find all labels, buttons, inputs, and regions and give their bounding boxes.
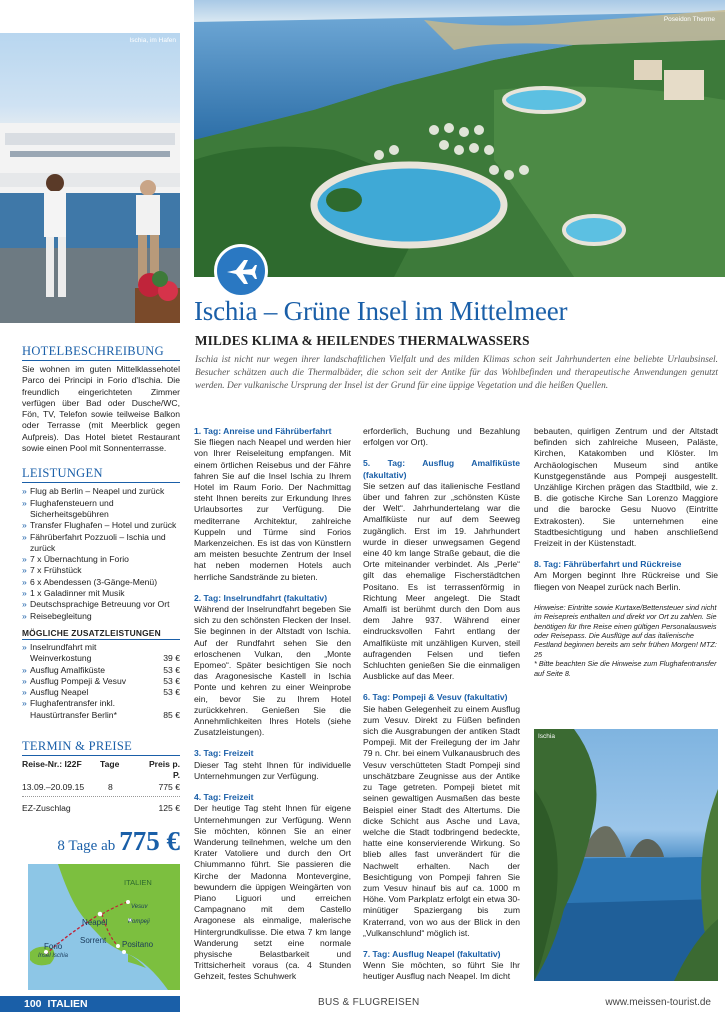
list-item: » Transfer Flughafen – Hotel und zurück: [22, 520, 180, 531]
leistungen-list: [22, 486, 180, 622]
day-text: Am Morgen beginnt Ihre Rückreise und Sie fliegen von Neapel zurück nach Berlin.: [534, 570, 718, 592]
map-label-positano: Positano: [122, 940, 154, 949]
page-number: 100: [24, 998, 42, 1010]
list-item: » Flughafensteuern und Sicherheitsgebühren: [22, 498, 180, 521]
map-country-label: ITALIEN: [124, 878, 152, 887]
map-label-sorrent: Sorrent: [80, 936, 107, 945]
day-text: erforderlich, Buchung und Bezahlung erfolgen vor Ort).: [363, 426, 520, 448]
list-item: » Ausflug Pompeji & Vesuv 53 €: [22, 676, 180, 687]
list-item: » 1 x Galadinner mit Musik: [22, 588, 180, 599]
offer-price: 8 Tage ab 775 €: [57, 826, 180, 857]
day-heading: 8. Tag: Fährüberfahrt und Rückreise: [534, 559, 682, 570]
map-label-neapel: Neapel: [82, 918, 108, 927]
harbor-photo: [0, 33, 180, 323]
day-heading: 6. Tag: Pompeji & Vesuv (fakultativ): [363, 692, 508, 703]
zusatz-list: [22, 642, 180, 721]
intro-text: Ischia ist nicht nur wegen ihrer landschaftlichen Vielfalt und des milden Klimas schon seit Jahrhunderten eine beliebte Urlaubsinsel. Besucher schätzen auch die Thermalbäder, die schon seit der Antike für das Wohlbefinden und therapeutische Anwendungen genutzt werden. Der vulkanische Ursprung der Insel ist der Grund für eine üppige Vegetation und die heißen Quellen.: [195, 355, 718, 392]
leistungen-heading: LEISTUNGEN: [22, 466, 180, 483]
map-label-vesuv: Vesuv: [131, 904, 148, 910]
coast-caption: Ischia: [538, 733, 555, 740]
map-drawing: [28, 864, 180, 990]
harbor-caption: Ischia, im Hafen: [129, 37, 176, 44]
map-label-pompeji: Pompeji: [128, 919, 150, 925]
list-item: » Flug ab Berlin – Neapel und zurück: [22, 486, 180, 497]
zusatz-heading: MÖGLICHE ZUSATZLEISTUNGEN: [22, 628, 180, 640]
footer-url[interactable]: www.meissen-tourist.de: [605, 997, 711, 1008]
subtitle: MILDES KLIMA & HEILENDES THERMALWASSERS: [195, 333, 530, 348]
day-text: Während der Inselrundfahrt begeben Sie sich zu den schönsten Flecken der Insel. Sie beginnen in der Altstadt von Ischia. Auf der Rundfahrt sehen Sie den erloschenen Vulkan, den „Monte Epomeo“. Später besichtigen Sie noch das Aragonesische Kastell in Ischia Ponte und kehren zu einer Weinprobe ein, bevor Sie zu Ihrem Hotel zurückkehren. Genießen Sie die Annehmlichkeiten Ihres Hotels (siehe Zusatzleistungen).: [194, 604, 351, 738]
day-text: Sie fliegen nach Neapel und werden hier von Ihrer Reiseleitung empfangen. Mit einem örtlichen Reisebus und der Fähre fahren Sie auf die Insel Ischia zu Ihrem Hotel im Raum Forio. Der Nachmittag steht Ihnen bereits zur Erkundung Ihres Urlaubsortes zur Verfügung. Die mediterrane Architektur, zahlreiche Kuppeln und Türme sind Forios Markenzeichen. Es ist das von Künstlern am meisten besuchte Zentrum der Insel hat neben modernen Hotels auch herrliche Sandstrände zu bieten.: [194, 437, 351, 582]
hotel-text: Sie wohnen im guten Mittelklassehotel Parco dei Principi in Forio d'Ischia. Die freundlich eingerichteten Zimmer verfügen über Bad oder Dusche/WC, Fön, TV, Telefon sowie teilweise Balkon oder Terrasse (mit Meerblick gegen Aufpreis). Das Hotel bietet Restaurant sowie einen Pool mit Sonnenterrasse.: [22, 364, 180, 454]
day-text: Sie setzen auf das italienische Festland über und fahren zur „schönsten Küste der Welt“. Jahrhundertelang war die Amalfiküste nur auf dem Seeweg zugänglich. Erst im 19. Jahrhundert wurde in dieser unwegsamen Gegend eine 40 km lange Straße gebaut, die die Orte miteinander verbindet. Als „Perle“ gilt das ehemalige Fischerstädtchen Positano. Es ist terrassenförmig in Richtung Meer angelegt. Die Stadt Amalfi ist berühmt durch den Dom aus dem Jahre 937. Während einer eindrucksvollen Fahrt entlang der Amalfiküste mit unzähligen Kurven, steil aufragenden Felsen und tiefen Schluchten genießen Sie die einmaligen Ausblicke auf das Meer.: [363, 480, 520, 682]
day-text: bebauten, quirligen Zentrum und der Altstadt befinden sich zahlreiche Museen, Paläste, Kirchen, Katakomben und Klöster. Im Archäologischen Museum sind antike Kunstgegenstände aus Pompeji ausgestellt. Unzählige Kirchen prägen das Stadtbild, wie z. B. die gotische Kirche San Lorenzo Maggiore und die barocke Gesu Nuovo (Eintritte Extrakosten). Sie unternehmen eine Stadtbesichtigung und haben anschließend Freizeit in der Küstenstadt.: [534, 426, 718, 549]
day-text: Der heutige Tag steht Ihnen für eigene Unternehmungen zur Verfügung. Wenn Sie möchten, können Sie an einer Wanderung teilnehmen, welche um den Krater Vatoliere und durch den Ort Chiummanno führt. Sie passieren die Kirche der Madonna Montevergine, bewundern die üppigen Weingärten von Piano Liguori und erreichen Campagnano mit dem Castello Aragonese als einmalige, malerische Hintergrundkulisse. Die etwa 7 km lange Wanderung setzt eine normale physische Belastbarkeit und Trittsicherheit voraus (ca. 4 Stunden Gehzeit, festes Schuhwerk: [194, 803, 351, 982]
termin-heading: TERMIN & PREISE: [22, 739, 180, 756]
map-label-insel: Insel Ischia: [38, 953, 69, 959]
day-heading: 7. Tag: Ausflug Neapel (fakultativ): [363, 948, 501, 959]
itinerary-column-3: [534, 426, 718, 678]
sidebar: [22, 344, 180, 857]
day-text: Wenn Sie möchten, so führt Sie Ihr heutiger Ausflug nach Neapel. Im dicht: [363, 960, 520, 982]
day-text: Dieser Tag steht Ihnen für individuelle Unternehmungen zur Verfügung.: [194, 759, 351, 781]
footer-center: BUS & FLUGREISEN: [318, 997, 420, 1008]
day-text: Sie haben Gelegenheit zu einem Ausflug zum Vesuv. Direkt zu Füßen befinden sich die Ausgrabungen der antiken Stadt Pompeji. Mit der Freilegung der im Jahr 79 n. Chr. bei einem Vulkanausbruch des Vesuv verschütteten Stadt Pompeji sind unschätzbare Zeugnisse aus der Antike zu Tage getreten. Pompeji bietet mit seinen gewaltigen Ausmaßen das beste Beispiel einer Stadt des Altertums. Die dicke Schicht aus Asche und Lava, welche die Stadt todbringend bedeckte, hatte eine konservierende Wirkung. So blieb alles fast unverändert für die Nachwelt erhalten. Nach der Besichtigung von Pompeji fahren Sie zum Vesuv hinauf bis auf ca. 1000 m Höhe. Vom Parkplatz erfolgt ein etwa 30-minütiger Spaziergang bis zum Kraterrand, von wo aus der Blick in den „Vulkanschlund“ möglich ist.: [363, 703, 520, 938]
footer-section: ITALIEN: [47, 998, 88, 1010]
hint-note: Hinweise: Eintritte sowie Kurtaxe/Bettensteuer sind nicht im Reisepreis enthalten und direkt vor Ort zu zahlen. Sie benötigen für Ihre Reise einen gültigen Personalausweis oder Reisepass. Die Ausflüge auf das italienische Festland beginnen bereits am sehr frühen Morgen! MTZ: 25: [534, 602, 717, 659]
route-map: [28, 864, 180, 990]
map-label-forio: Forio: [44, 942, 63, 951]
itinerary-column-2: [363, 426, 520, 983]
harbor-scene: [0, 33, 180, 323]
day-heading: 2. Tag: Inselrundfahrt (fakultativ): [194, 592, 328, 603]
coast-photo: [534, 729, 718, 981]
day-heading: 3. Tag: Freizeit: [194, 748, 254, 759]
page-title: Ischia – Grüne Insel im Mittelmeer: [194, 296, 568, 326]
list-item: » Deutschsprachige Betreuung vor Ort: [22, 599, 180, 610]
day-heading: 5. Tag: Ausflug Amalfiküste (fakultativ): [363, 458, 520, 480]
day-heading: 1. Tag: Anreise und Fährüberfahrt: [194, 426, 332, 436]
hero-photo: [194, 0, 725, 277]
coast-scene: [534, 729, 718, 981]
itinerary-column-1: [194, 426, 351, 983]
list-item: » 7 x Übernachtung in Forio: [22, 554, 180, 565]
list-item: » 6 x Abendessen (3-Gänge-Menü): [22, 577, 180, 588]
hero-caption: Poseidon Therme: [663, 16, 715, 23]
list-item: » Fährüberfahrt Pozzuoli – Ischia und zurück: [22, 532, 180, 555]
footer-bar: [0, 996, 180, 1012]
price-table: Reise-Nr.: I22F Tage Preis p. P. 13.09.–20.09.15 8 775 € EZ-Zuschlag 125 €: [22, 759, 180, 813]
hotel-heading: HOTELBESCHREIBUNG: [22, 344, 180, 361]
list-item: » Flughafentransfer inkl. Haustürtransfer Berlin* 85 €: [22, 698, 180, 721]
star-note: * Bitte beachten Sie die Hinweise zum Flughafentransfer auf Seite 8.: [534, 659, 717, 678]
list-item: » Ausflug Amalfiküste 53 €: [22, 665, 180, 676]
list-item: » Ausflug Neapel 53 €: [22, 687, 180, 698]
hero-scene: [194, 0, 725, 277]
day-heading: 4. Tag: Freizeit: [194, 792, 254, 803]
airplane-icon: [214, 244, 268, 298]
list-item: » Inselrundfahrt mit Weinverkostung 39 €: [22, 642, 180, 665]
list-item: » 7 x Frühstück: [22, 565, 180, 576]
list-item: » Reisebegleitung: [22, 611, 180, 622]
